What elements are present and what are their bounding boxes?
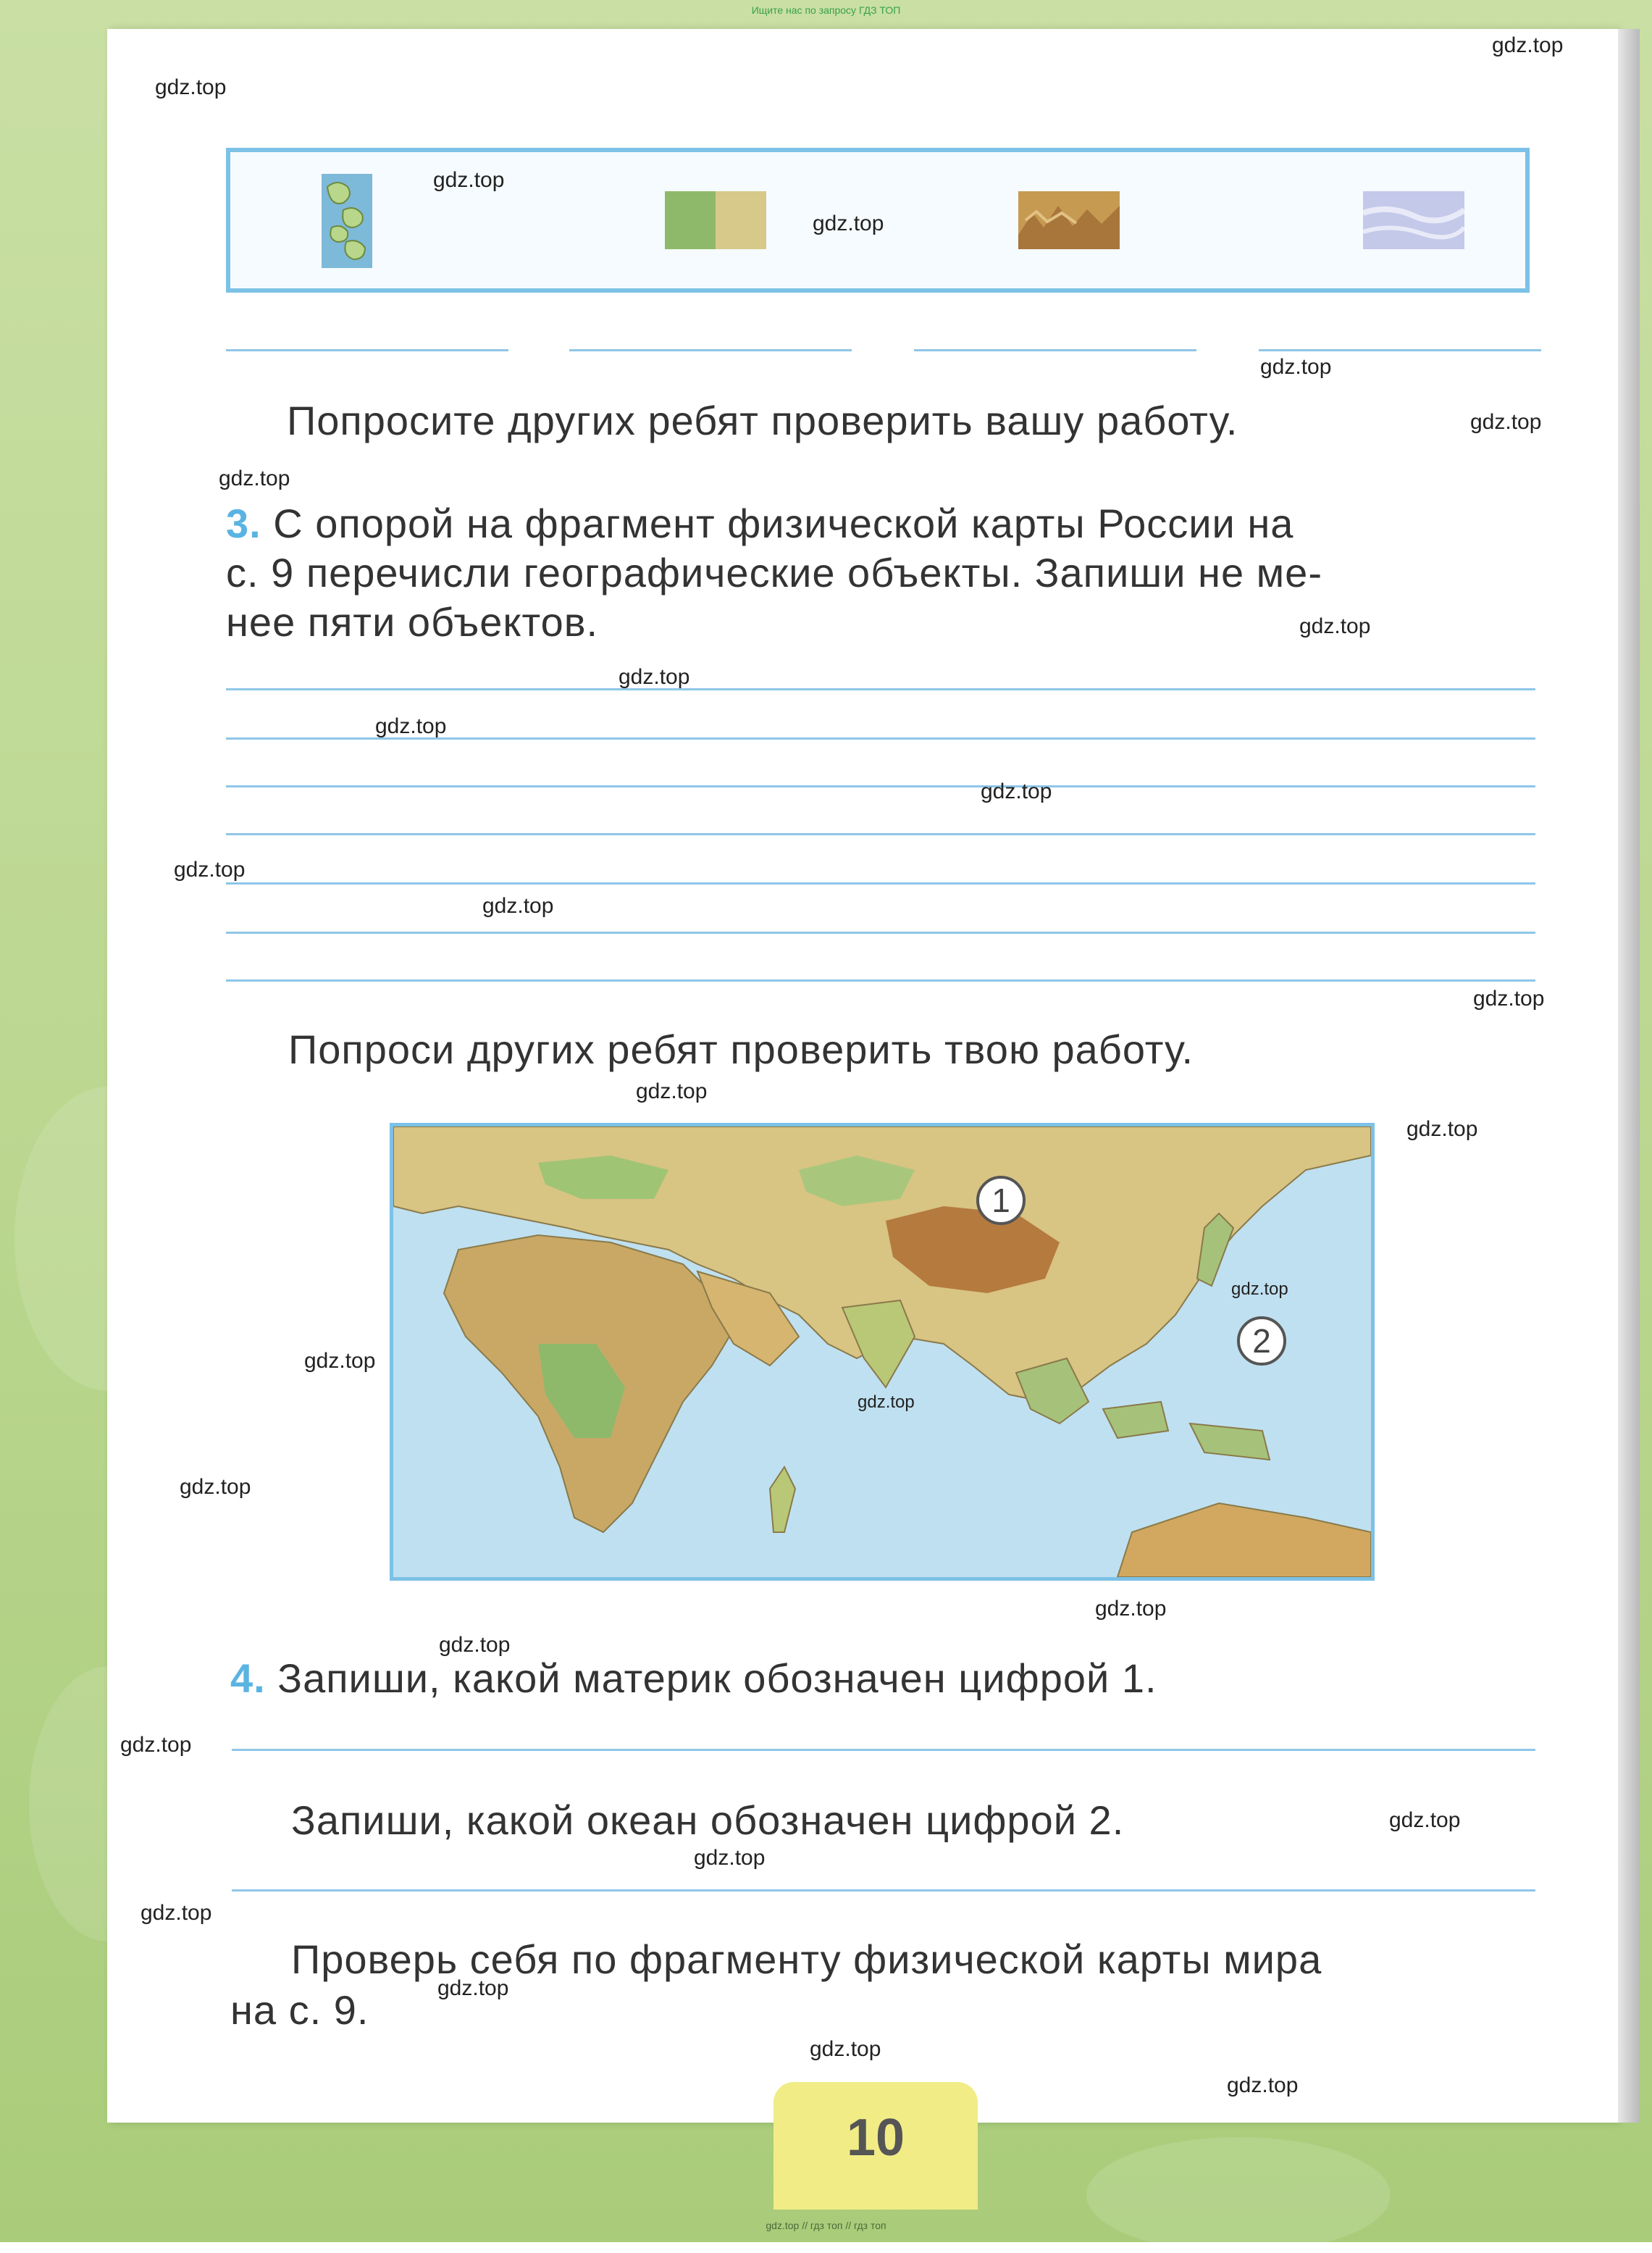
- answer-line[interactable]: [226, 785, 1535, 787]
- watermark: gdz.top: [981, 779, 1052, 803]
- glacier-symbol: [1363, 191, 1464, 249]
- watermark: gdz.top: [155, 75, 227, 99]
- page-spine: [1618, 29, 1640, 2123]
- map-image: [393, 1126, 1371, 1577]
- watermark: gdz.top: [375, 714, 447, 738]
- watermark: gdz.top: [437, 1976, 509, 2000]
- task3-text-line2: с. 9 перечисли географические объекты. Запиши не ме-: [226, 550, 1322, 595]
- watermark: gdz.top: [439, 1633, 511, 1657]
- watermark: gdz.top: [619, 665, 690, 689]
- watermark: gdz.top: [1470, 410, 1542, 434]
- answer-line[interactable]: [232, 1749, 1535, 1751]
- watermark: gdz.top: [636, 1079, 708, 1103]
- answer-line[interactable]: [226, 932, 1535, 934]
- footer-notice: gdz.top // гдз топ // гдз топ: [766, 2220, 886, 2231]
- answer-line[interactable]: [226, 349, 508, 351]
- watermark: gdz.top: [858, 1392, 915, 1412]
- watermark: gdz.top: [810, 2037, 881, 2061]
- task3-text-line3: нее пяти объектов.: [226, 599, 599, 645]
- task4-line1: [230, 1655, 1157, 1702]
- watermark: gdz.top: [1231, 1279, 1288, 1299]
- lowland-upland-symbol: [665, 191, 766, 249]
- physical-map-fragment: [390, 1123, 1375, 1581]
- task3-text-line1: С опорой на фрагмент физической карты России на: [273, 501, 1294, 546]
- answer-line[interactable]: [226, 979, 1535, 982]
- watermark: gdz.top: [174, 858, 246, 882]
- mountains-symbol: [1018, 191, 1120, 249]
- task4-number: 4.: [230, 1655, 266, 1701]
- watermark: gdz.top: [482, 894, 554, 918]
- watermark: gdz.top: [120, 1733, 192, 1757]
- answer-line[interactable]: [914, 349, 1196, 351]
- task3-number: 3.: [226, 501, 261, 546]
- answer-line[interactable]: [232, 1889, 1535, 1892]
- task4-check-line2: на с. 9.: [230, 1987, 369, 2033]
- task3-check-instruction: Попроси других ребят проверить твою работу.: [288, 1027, 1194, 1072]
- watermark: gdz.top: [813, 212, 884, 235]
- watermark: gdz.top: [1095, 1597, 1167, 1621]
- answer-line[interactable]: [226, 833, 1535, 835]
- watermark: gdz.top: [1492, 33, 1564, 57]
- page-number: 10: [846, 2109, 905, 2167]
- task4-question2: Запиши, какой океан обозначен цифрой 2.: [291, 1797, 1125, 1843]
- map-marker-1: 1: [976, 1176, 1026, 1225]
- answer-line[interactable]: [226, 688, 1535, 690]
- task3-line1: [226, 500, 1293, 547]
- watermark: gdz.top: [304, 1349, 376, 1373]
- watermark: gdz.top: [694, 1846, 766, 1870]
- check-instruction-prev: Попросите других ребят проверить вашу работу.: [287, 398, 1238, 443]
- task4-check-line1: Проверь себя по фрагменту физической карты мира: [291, 1936, 1322, 1982]
- watermark: gdz.top: [433, 168, 505, 192]
- islands-symbol: [322, 174, 372, 268]
- task4-question1: Запиши, какой материк обозначен цифрой 1.: [277, 1655, 1157, 1701]
- watermark: gdz.top: [1406, 1117, 1478, 1141]
- watermark: gdz.top: [1227, 2073, 1299, 2097]
- watermark: gdz.top: [141, 1901, 212, 1925]
- header-notice: Ищите нас по запросу ГДЗ ТОП: [751, 4, 901, 16]
- watermark: gdz.top: [1473, 987, 1545, 1011]
- answer-line[interactable]: [226, 882, 1535, 885]
- answer-line[interactable]: [569, 349, 852, 351]
- leaf-decoration: [1086, 2137, 1391, 2253]
- watermark: gdz.top: [180, 1475, 251, 1499]
- watermark: gdz.top: [1299, 614, 1371, 638]
- map-marker-2: 2: [1237, 1316, 1286, 1366]
- watermark: gdz.top: [219, 467, 290, 490]
- watermark: gdz.top: [1389, 1808, 1461, 1832]
- answer-line[interactable]: [1259, 349, 1541, 351]
- watermark: gdz.top: [1260, 355, 1332, 379]
